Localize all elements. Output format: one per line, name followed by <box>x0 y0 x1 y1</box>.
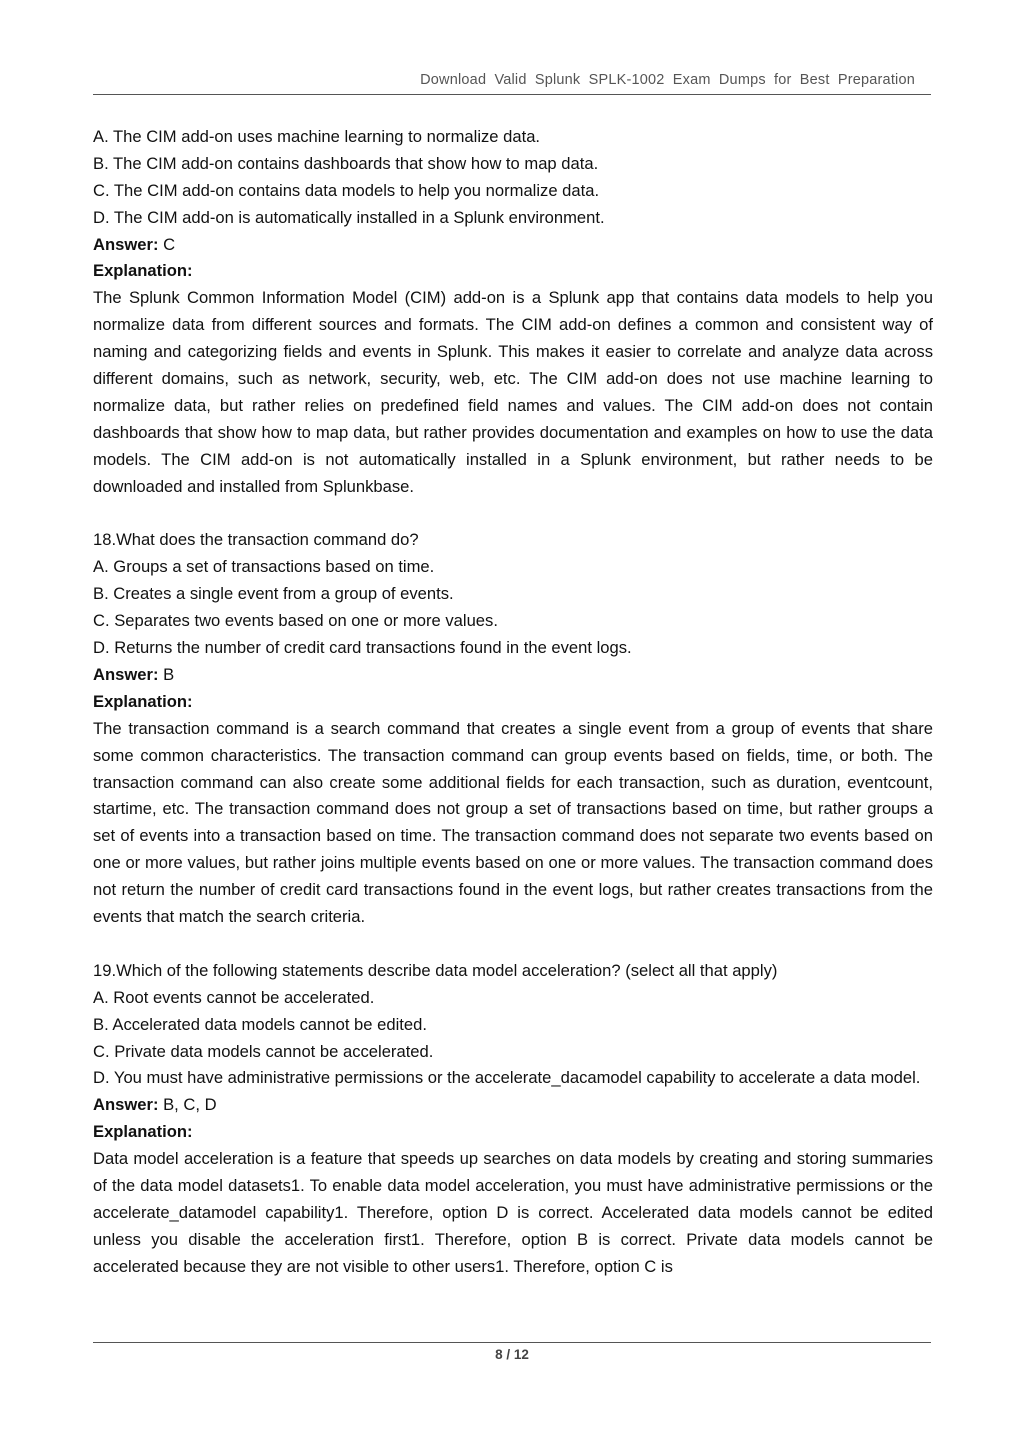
option-a: A. Groups a set of transactions based on time. <box>93 557 435 577</box>
option-c: C. Private data models cannot be accelerated. <box>93 1041 434 1061</box>
explanation-label: Explanation: <box>93 261 193 281</box>
option-a: A. Root events cannot be accelerated. <box>93 987 375 1007</box>
answer-value: B, C, D <box>158 1095 217 1115</box>
question-text: 19.Which of the following statements describe data model acceleration? (select all that apply) <box>93 960 778 980</box>
answer-label: Answer: <box>93 1095 159 1115</box>
question-19 <box>93 958 933 1281</box>
header-text: Download Valid Splunk SPLK-1002 Exam Dumps for Best Preparation <box>420 72 915 88</box>
page-header <box>93 72 931 95</box>
answer-label: Answer: <box>93 664 159 684</box>
option-d: D. Returns the number of credit card transactions found in the event logs. <box>93 638 632 658</box>
answer-line <box>93 232 933 259</box>
explanation-label: Explanation: <box>93 1122 193 1142</box>
spacer <box>93 931 933 958</box>
explanation-label: Explanation: <box>93 691 193 711</box>
explanation-text: The transaction command is a search command that creates a single event from a group of events that share some common characteristics. The transaction command can group events based on fields, time, or both. The transaction command can also create some additional fields for each transaction, such as duration, eventcount, startime, etc. The transaction command does not group a set of transactions based on time, but rather groups a set of events into a transaction based on time. The transaction command does not separate two events based on one or more values, but rather joins multiple events based on one or more values. The transaction command does not return the number of credit card transactions found in the event logs, but rather creates transactions from the events that match the search criteria. <box>93 718 933 927</box>
answer-line <box>93 662 933 689</box>
question-17 <box>93 124 933 501</box>
option-d: D. You must have administrative permissions or the accelerate_dacamodel capability to accelerate a data model. <box>93 1068 921 1088</box>
option-b: B. Accelerated data models cannot be edited. <box>93 1014 427 1034</box>
option-a: A. The CIM add-on uses machine learning to normalize data. <box>93 127 541 146</box>
explanation-text: The Splunk Common Information Model (CIM) add-on is a Splunk app that contains data models to help you normalize data from different sources and formats. The CIM add-on defines a common and consistent way of naming and categorizing fields and events in Splunk. This makes it easier to correlate and analyze data across different domains, such as network, security, web, etc. The CIM add-on does not use machine learning to normalize data, but rather relies on predefined field names and values. The CIM add-on does not contain dashboards that show how to map data, but rather provides documentation and examples on how to use the data models. The CIM add-on is not automatically installed in a Splunk environment, but rather needs to be downloaded and installed from Splunkbase. <box>93 288 933 496</box>
option-b: B. The CIM add-on contains dashboards that show how to map data. <box>93 153 599 173</box>
option-d: D. The CIM add-on is automatically installed in a Splunk environment. <box>93 207 605 227</box>
page-number: 8 / 12 <box>495 1347 529 1362</box>
option-b: B. Creates a single event from a group of events. <box>93 584 454 604</box>
answer-value: B <box>158 664 175 684</box>
question-18 <box>93 527 933 930</box>
page-content <box>93 124 933 1281</box>
explanation-text: Data model acceleration is a feature that speeds up searches on data models by creating and storing summaries of the data model datasets1. To enable data model acceleration, you must have administrative permissions or the accelerate_datamodel capability1. Therefore, option D is correct. Accelerated data models cannot be edited unless you disable the acceleration first1. Therefore, option B is correct. Private data models cannot be accelerated because they are not visible to other users1. Therefore, option C is <box>93 1149 933 1276</box>
answer-value: C <box>158 234 176 254</box>
footer-divider <box>93 1342 931 1343</box>
spacer <box>93 501 933 528</box>
option-c: C. The CIM add-on contains data models to help you normalize data. <box>93 180 600 200</box>
answer-label: Answer: <box>93 234 159 254</box>
answer-line <box>93 1092 933 1119</box>
option-c: C. Separates two events based on one or more values. <box>93 611 498 631</box>
question-text: 18.What does the transaction command do? <box>93 530 419 550</box>
